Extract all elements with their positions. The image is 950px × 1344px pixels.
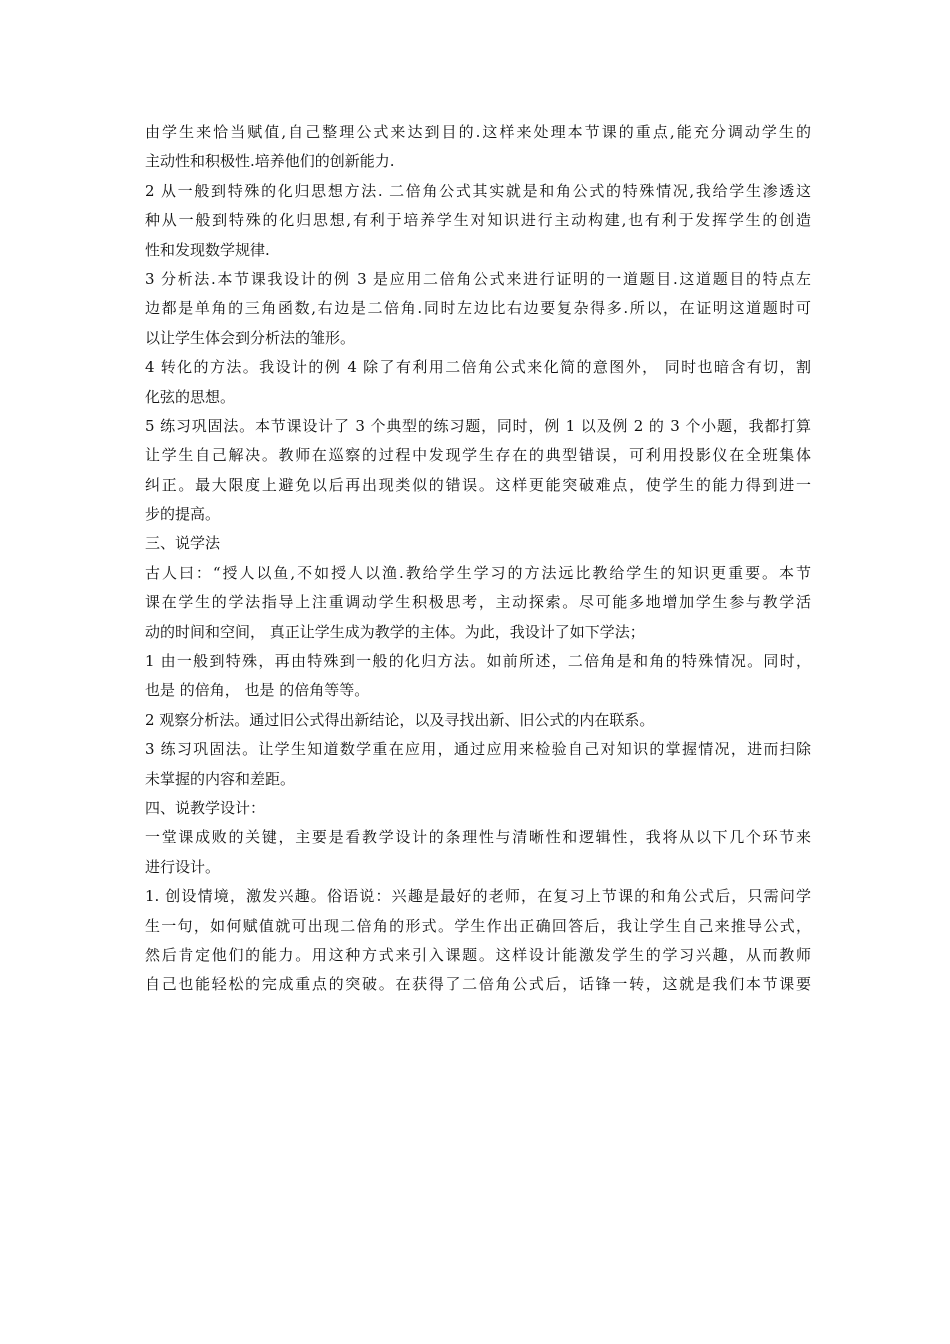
text-line: 也是 的倍角， 也是 的倍角等等。 xyxy=(145,681,370,700)
text-line: 四、说教学设计： xyxy=(145,798,266,817)
text-line: 纠正。最大限度上避免以后再出现类似的错误。这样更能突破难点，使学生的能力得到进一 xyxy=(145,475,811,494)
text-line: 1. 创设情境，激发兴趣。俗语说：兴趣是最好的老师，在复习上节课的和角公式后，只需问学 xyxy=(145,887,811,906)
text-line: 性和发现数学规律. xyxy=(145,240,270,259)
text-line: 古人曰：“授人以鱼,不如授人以渔.教给学生学习的方法远比教给学生的知识更重要。本节 xyxy=(145,563,811,582)
text-line: 2 观察分析法。通过旧公式得出新结论，以及寻找出新、旧公式的内在联系。 xyxy=(145,710,655,729)
text-line: 未掌握的内容和差距。 xyxy=(145,769,296,788)
text-line: 进行设计。 xyxy=(145,857,221,876)
text-line: 主动性和积极性.培养他们的创新能力. xyxy=(145,152,395,171)
text-line: 动的时间和空间， 真正让学生成为教学的主体。为此，我设计了如下学法； xyxy=(145,622,645,641)
text-line: 三、说学法 xyxy=(145,534,221,553)
text-line: 3 分析法.本节课我设计的例 3 是应用二倍角公式来进行证明的一道题目.这道题目的特点左 xyxy=(145,269,811,288)
text-line: 自己也能轻松的完成重点的突破。在获得了二倍角公式后，话锋一转，这就是我们本节课要 xyxy=(145,975,811,994)
text-line: 让学生自己解决。教师在巡察的过程中发现学生存在的典型错误，可利用投影仪在全班集体 xyxy=(145,446,811,465)
text-line: 5 练习巩固法。本节课设计了 3 个典型的练习题，同时，例 1 以及例 2 的 3 个小题，我都打算 xyxy=(145,416,811,435)
text-line: 生一句，如何赋值就可出现二倍角的形式。学生作出正确回答后，我让学生自己来推导公式， xyxy=(145,916,811,935)
text-line: 3 练习巩固法。让学生知道数学重在应用，通过应用来检验自己对知识的掌握情况，进而扫除 xyxy=(145,740,811,759)
text-line: 化弦的思想。 xyxy=(145,387,236,406)
text-line: 2 从一般到特殊的化归思想方法. 二倍角公式其实就是和角公式的特殊情况,我给学生渗透这 xyxy=(145,181,811,200)
text-line: 然后肯定他们的能力。用这种方式来引入课题。这样设计能激发学生的学习兴趣，从而教师 xyxy=(145,945,811,964)
text-line: 以让学生体会到分析法的雏形。 xyxy=(145,328,356,347)
text-line: 课在学生的学法指导上注重调动学生积极思考，主动探索。尽可能多地增加学生参与教学活 xyxy=(145,593,811,612)
document-body xyxy=(145,118,811,1000)
text-line: 4 转化的方法。我设计的例 4 除了有利用二倍角公式来化简的意图外， 同时也暗含有切，割 xyxy=(145,358,811,377)
text-line: 由学生来恰当赋值,自己整理公式来达到目的.这样来处理本节课的重点,能充分调动学生的 xyxy=(145,123,811,141)
text-line: 1 由一般到特殊，再由特殊到一般的化归方法。如前所述，二倍角是和角的特殊情况。同时， xyxy=(145,652,811,671)
text-line: 种从一般到特殊的化归思想,有利于培养学生对知识进行主动构建,也有利于发挥学生的创造 xyxy=(145,211,811,230)
text-line: 边都是单角的三角函数,右边是二倍角.同时左边比右边要复杂得多.所以，在证明这道题时可 xyxy=(145,299,811,318)
text-line: 步的提高。 xyxy=(145,505,221,524)
text-line: 一堂课成败的关键，主要是看教学设计的条理性与清晰性和逻辑性，我将从以下几个环节来 xyxy=(145,828,811,847)
